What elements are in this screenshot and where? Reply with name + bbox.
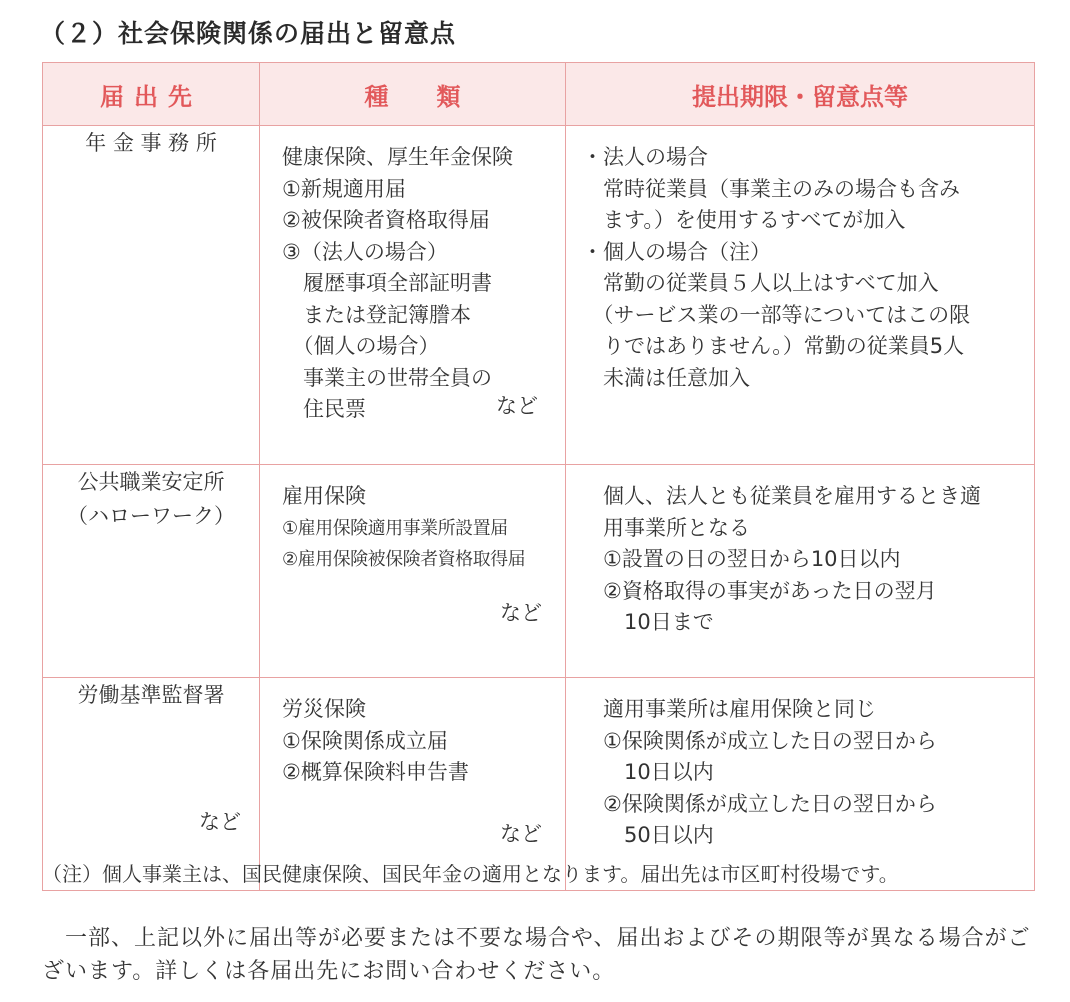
type-cell <box>260 465 566 678</box>
table-header-row <box>43 63 1035 126</box>
type-list: 労災保険 ①保険関係成立届 ②概算保険料申告書 <box>282 697 469 784</box>
type-suffix: など <box>496 394 538 418</box>
filing-table <box>42 62 1035 891</box>
table-row <box>43 465 1035 678</box>
section-title: （２）社会保険関係の届出と留意点 <box>40 19 457 48</box>
office-suffix: など <box>199 810 241 834</box>
type-suffix: など <box>500 822 542 846</box>
notes-cell <box>566 465 1035 678</box>
notes-text: 個人、法人とも従業員を雇用するとき適 用事業所となる ①設置の日の翌日から10日以内 ②資格取得の事実があった日の翌月 10日まで <box>602 484 981 634</box>
office-name: 公共職業安定所 （ハローワーク） <box>67 470 235 528</box>
footnote: （注）個人事業主は、国民健康保険、国民年金の適用となります。届出先は市区町村役場です。 <box>42 862 899 886</box>
notes-text: 適用事業所は雇用保険と同じ ①保険関係が成立した日の翌日から 10日以内 ②保険関係が成立した日の翌日から 50日以内 <box>602 697 937 847</box>
type-cell <box>260 126 566 465</box>
table-row <box>43 126 1035 465</box>
type-suffix: など <box>500 601 542 625</box>
type-list: ①雇用保険適用事業所設置届 ②雇用保険被保険者資格取得届 <box>282 517 526 570</box>
notes-text: ・法人の場合 常時従業員（事業主のみの場合も含み ます。）を使用するすべてが加入 ・個人の場合（注） 常勤の従業員５人以上はすべて加入 （サービス業の一部等についてはこの限 りではありません。）常勤の従業員5人 未満は任意加入 <box>582 145 971 390</box>
type-list: 健康保険、厚生年金保険 ①新規適用届 ②被保険者資格取得届 ③（法人の場合） 履歴事項全部証明書 または登記簿謄本 （個人の場合） 事業主の世帯全員の 住民票 <box>282 145 513 421</box>
office-name: 年 金 事 務 所 <box>85 131 217 155</box>
closing-paragraph: 一部、上記以外に届出等が必要または不要な場合や、届出およびその期限等が異なる場合がございます。詳しくは各届出先にお問い合わせください。 <box>42 926 1031 984</box>
header-type: 種 類 <box>260 63 566 126</box>
header-office: 届出先 <box>43 63 260 126</box>
office-cell <box>43 465 260 678</box>
type-main: 雇用保険 <box>282 484 366 508</box>
office-name: 労働基準監督署 <box>77 683 225 707</box>
office-cell <box>43 126 260 465</box>
header-notes: 提出期限・留意点等 <box>566 63 1035 126</box>
notes-cell <box>566 126 1035 465</box>
